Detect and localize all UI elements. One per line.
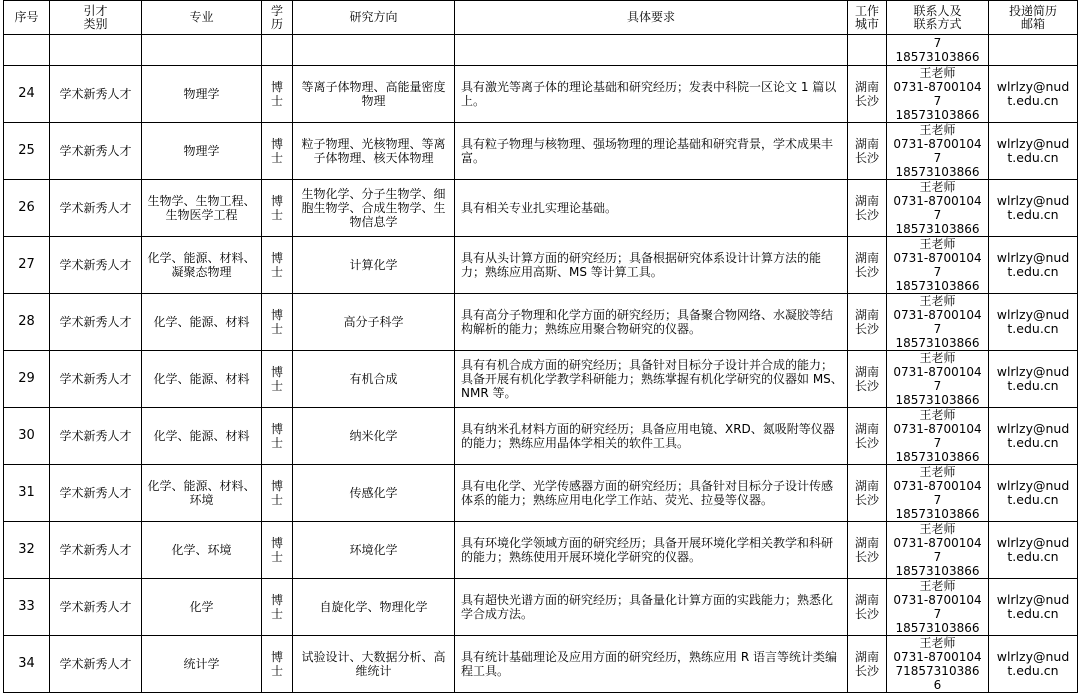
cell-requirement: 具有统计基础理论及应用方面的研究经历，熟练应用 R 语言等统计类编程工具。 (455, 636, 848, 693)
cell-city: 湖南 长沙 (848, 123, 887, 180)
cell-direction: 高分子科学 (293, 294, 455, 351)
header-row (4, 1, 1078, 35)
cell-email: wlrlzy@nud t.edu.cn (989, 237, 1078, 294)
cell-requirement: 具有环境化学领域方面的研究经历；具备开展环境化学相关教学和科研的能力；熟练使用开展环境化学研究的仪器。 (455, 522, 848, 579)
header-requirement: 具体要求 (455, 1, 848, 35)
cell-category: 学术新秀人才 (50, 66, 142, 123)
header-email: 投递简历 邮箱 (989, 1, 1078, 35)
cell-email: wlrlzy@nud t.edu.cn (989, 351, 1078, 408)
cell-direction: 粒子物理、光核物理、等离子体物理、核天体物理 (293, 123, 455, 180)
cell-empty (4, 35, 50, 66)
cell-degree: 博 士 (262, 180, 293, 237)
cell-empty (455, 35, 848, 66)
cell-empty (989, 35, 1078, 66)
cell-email: wlrlzy@nud t.edu.cn (989, 123, 1078, 180)
table-row (4, 408, 1078, 465)
table-row (4, 522, 1078, 579)
table-row-continued (4, 35, 1078, 66)
table-row (4, 579, 1078, 636)
cell-degree: 博 士 (262, 123, 293, 180)
cell-seq: 29 (4, 351, 50, 408)
cell-major: 化学、能源、材料 (142, 408, 262, 465)
cell-degree: 博 士 (262, 66, 293, 123)
cell-degree: 博 士 (262, 237, 293, 294)
cell-degree: 博 士 (262, 579, 293, 636)
cell-requirement: 具有纳米孔材料方面的研究经历；具备应用电镜、XRD、氮吸附等仪器的能力；熟练应用晶体学相关的软件工具。 (455, 408, 848, 465)
cell-city: 湖南 长沙 (848, 579, 887, 636)
cell-degree: 博 士 (262, 522, 293, 579)
cell-direction: 纳米化学 (293, 408, 455, 465)
cell-contact: 王老师 0731-8700104 7 18573103866 (887, 294, 989, 351)
cell-email: wlrlzy@nud t.edu.cn (989, 408, 1078, 465)
cell-email: wlrlzy@nud t.edu.cn (989, 579, 1078, 636)
cell-direction: 等离子体物理、高能量密度物理 (293, 66, 455, 123)
table-row (4, 465, 1078, 522)
cell-category: 学术新秀人才 (50, 351, 142, 408)
cell-major: 化学、环境 (142, 522, 262, 579)
cell-seq: 32 (4, 522, 50, 579)
cell-major: 物理学 (142, 123, 262, 180)
cell-email: wlrlzy@nud t.edu.cn (989, 180, 1078, 237)
cell-contact: 王老师 0731-8700104 71857310386 6 (887, 636, 989, 693)
cell-seq: 25 (4, 123, 50, 180)
table-row (4, 237, 1078, 294)
cell-contact: 王老师 0731-8700104 7 18573103866 (887, 180, 989, 237)
cell-degree: 博 士 (262, 408, 293, 465)
cell-contact: 王老师 0731-8700104 7 18573103866 (887, 66, 989, 123)
cell-contact: 王老师 0731-8700104 7 18573103866 (887, 123, 989, 180)
cell-contact: 7 18573103866 (887, 35, 989, 66)
cell-email: wlrlzy@nud t.edu.cn (989, 66, 1078, 123)
cell-requirement: 具有粒子物理与核物理、强场物理的理论基础和研究背景，学术成果丰富。 (455, 123, 848, 180)
cell-category: 学术新秀人才 (50, 237, 142, 294)
header-city: 工作 城市 (848, 1, 887, 35)
cell-contact: 王老师 0731-8700104 7 18573103866 (887, 408, 989, 465)
cell-major: 统计学 (142, 636, 262, 693)
cell-seq: 30 (4, 408, 50, 465)
cell-contact: 王老师 0731-8700104 7 18573103866 (887, 465, 989, 522)
cell-contact: 王老师 0731-8700104 7 18573103866 (887, 579, 989, 636)
cell-major: 化学、能源、材料 (142, 351, 262, 408)
table-row (4, 294, 1078, 351)
header-seq: 序号 (4, 1, 50, 35)
table-row (4, 636, 1078, 693)
cell-category: 学术新秀人才 (50, 579, 142, 636)
cell-seq: 27 (4, 237, 50, 294)
cell-category: 学术新秀人才 (50, 522, 142, 579)
cell-major: 生物学、生物工程、生物医学工程 (142, 180, 262, 237)
cell-seq: 28 (4, 294, 50, 351)
cell-direction: 自旋化学、物理化学 (293, 579, 455, 636)
cell-category: 学术新秀人才 (50, 123, 142, 180)
cell-requirement: 具有高分子物理和化学方面的研究经历；具备聚合物网络、水凝胶等结构解析的能力；熟练应用聚合物研究的仪器。 (455, 294, 848, 351)
cell-city: 湖南 长沙 (848, 522, 887, 579)
cell-degree: 博 士 (262, 294, 293, 351)
cell-city: 湖南 长沙 (848, 180, 887, 237)
cell-major: 物理学 (142, 66, 262, 123)
cell-requirement: 具有相关专业扎实理论基础。 (455, 180, 848, 237)
cell-seq: 31 (4, 465, 50, 522)
cell-direction: 环境化学 (293, 522, 455, 579)
cell-email: wlrlzy@nud t.edu.cn (989, 465, 1078, 522)
table-row (4, 351, 1078, 408)
header-category: 引才 类别 (50, 1, 142, 35)
cell-requirement: 具有激光等离子体的理论基础和研究经历；发表中科院一区论文 1 篇以上。 (455, 66, 848, 123)
cell-email: wlrlzy@nud t.edu.cn (989, 522, 1078, 579)
cell-city: 湖南 长沙 (848, 408, 887, 465)
table-row (4, 123, 1078, 180)
cell-city: 湖南 长沙 (848, 351, 887, 408)
cell-email: wlrlzy@nud t.edu.cn (989, 636, 1078, 693)
cell-major: 化学、能源、材料 (142, 294, 262, 351)
table-row (4, 180, 1078, 237)
table-row (4, 66, 1078, 123)
cell-city: 湖南 长沙 (848, 636, 887, 693)
cell-contact: 王老师 0731-8700104 7 18573103866 (887, 522, 989, 579)
cell-degree: 博 士 (262, 465, 293, 522)
cell-city: 湖南 长沙 (848, 294, 887, 351)
cell-city: 湖南 长沙 (848, 465, 887, 522)
cell-requirement: 具有从头计算方面的研究经历；具备根据研究体系设计计算方法的能力；熟练应用高斯、MS 等计算工具。 (455, 237, 848, 294)
cell-contact: 王老师 0731-8700104 7 18573103866 (887, 351, 989, 408)
cell-empty (848, 35, 887, 66)
table-body (4, 35, 1078, 693)
recruitment-table (3, 0, 1078, 693)
header-major: 专业 (142, 1, 262, 35)
cell-empty (293, 35, 455, 66)
cell-direction: 有机合成 (293, 351, 455, 408)
cell-major: 化学、能源、材料、凝聚态物理 (142, 237, 262, 294)
cell-direction: 试验设计、大数据分析、高维统计 (293, 636, 455, 693)
cell-empty (262, 35, 293, 66)
cell-requirement: 具有电化学、光学传感器方面的研究经历；具备针对目标分子设计传感体系的能力；熟练应用电化学工作站、荧光、拉曼等仪器。 (455, 465, 848, 522)
cell-requirement: 具有超快光谱方面的研究经历；具备量化计算方面的实践能力；熟悉化学合成方法。 (455, 579, 848, 636)
cell-category: 学术新秀人才 (50, 465, 142, 522)
cell-category: 学术新秀人才 (50, 636, 142, 693)
header-contact: 联系人及 联系方式 (887, 1, 989, 35)
cell-seq: 34 (4, 636, 50, 693)
cell-email: wlrlzy@nud t.edu.cn (989, 294, 1078, 351)
cell-seq: 26 (4, 180, 50, 237)
cell-category: 学术新秀人才 (50, 294, 142, 351)
cell-seq: 33 (4, 579, 50, 636)
cell-degree: 博 士 (262, 636, 293, 693)
cell-city: 湖南 长沙 (848, 66, 887, 123)
cell-requirement: 具有有机合成方面的研究经历；具备针对目标分子设计并合成的能力；具备开展有机化学教学科研能力；熟练掌握有机化学研究的仪器如 MS、NMR 等。 (455, 351, 848, 408)
cell-city: 湖南 长沙 (848, 237, 887, 294)
cell-category: 学术新秀人才 (50, 408, 142, 465)
cell-degree: 博 士 (262, 351, 293, 408)
cell-direction: 生物化学、分子生物学、细胞生物学、合成生物学、生物信息学 (293, 180, 455, 237)
cell-major: 化学 (142, 579, 262, 636)
cell-empty (50, 35, 142, 66)
cell-contact: 王老师 0731-8700104 7 18573103866 (887, 237, 989, 294)
header-direction: 研究方向 (293, 1, 455, 35)
cell-seq: 24 (4, 66, 50, 123)
cell-empty (142, 35, 262, 66)
cell-direction: 传感化学 (293, 465, 455, 522)
cell-major: 化学、能源、材料、环境 (142, 465, 262, 522)
cell-category: 学术新秀人才 (50, 180, 142, 237)
header-degree: 学 历 (262, 1, 293, 35)
cell-direction: 计算化学 (293, 237, 455, 294)
